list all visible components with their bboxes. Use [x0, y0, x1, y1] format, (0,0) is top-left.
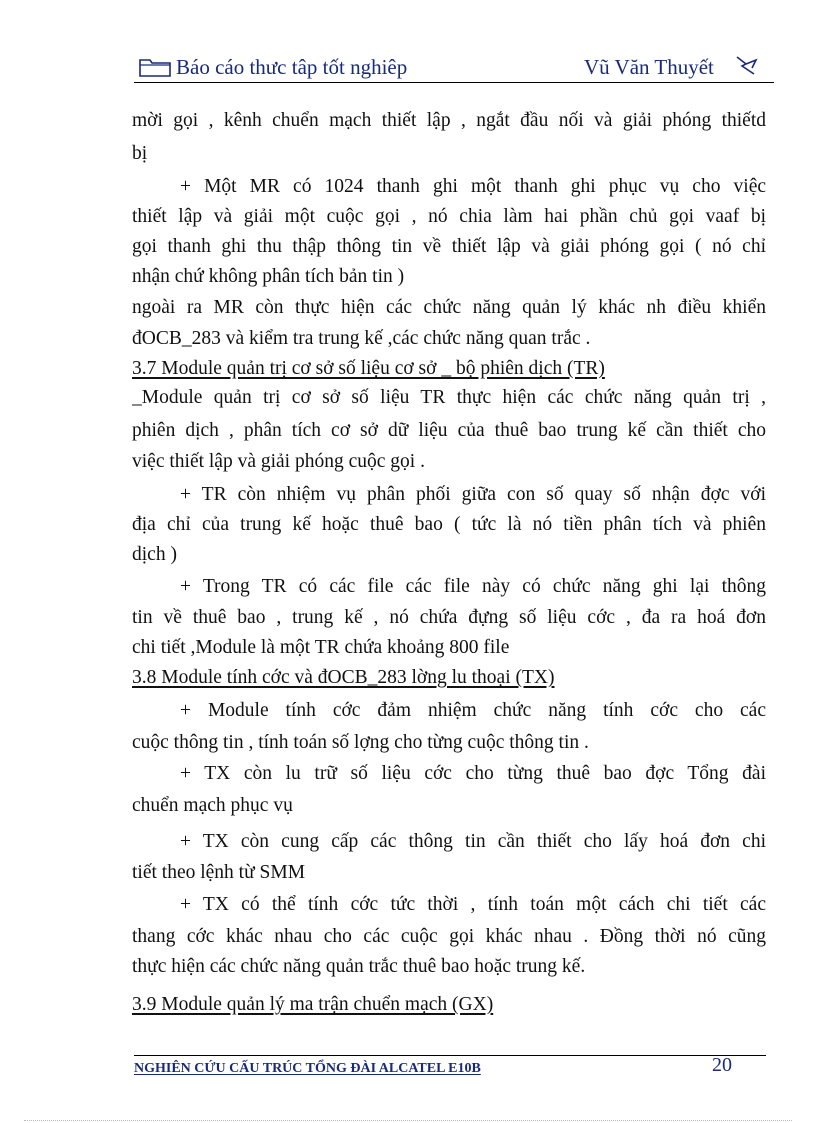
text-line: gọi thanh ghi thu thập thông tin về thiết lập và giải phóng gọi ( nó chỉ	[132, 236, 766, 257]
page-bottom-border	[24, 1120, 792, 1121]
text-line: thực hiện các chức năng quản trắc thuê bao hoặc trung kế.	[132, 956, 586, 977]
text-line: việc thiết lập và giải phóng cuộc gọi .	[132, 451, 425, 472]
folder-icon	[138, 56, 174, 78]
section-heading	[132, 990, 766, 1020]
header-title: Báo cáo thưc tâp tốt nghiêp	[176, 55, 408, 79]
text-line: địa chỉ của trung kế hoặc thuê bao ( tức là nó tiền phân tích và phiên	[132, 514, 766, 535]
page-number: 20	[712, 1054, 732, 1076]
footer-divider	[134, 1055, 766, 1056]
section-heading	[132, 663, 766, 693]
text-line: + Module tính cớc đảm nhiệm chức năng tính cớc cho các	[180, 700, 766, 721]
text-line: tin về thuê bao , trung kế , nó chứa đựng số liệu cớc , đa ra hoá đơn	[132, 607, 766, 628]
text-line: + TX còn lu trữ số liệu cớc cho từng thuê bao đợc Tổng đài	[180, 763, 766, 784]
text-line: tiết theo lệnh từ SMM	[132, 862, 306, 883]
text-line: thiết lập và giải một cuộc gọi , nó chia làm hai phần chủ gọi vaaf bị	[132, 206, 766, 227]
text-line: phiên dịch , phân tích cơ sở dữ liệu của thuê bao trung kế cần thiết cho	[132, 420, 766, 441]
section-heading-text: 3.8 Module tính cớc và đOCB_283 lờng lu thoại (TX)	[132, 667, 555, 688]
text-line: nhận chứ không phân tích bản tin )	[132, 266, 405, 287]
text-line: + TX có thể tính cớc tức thời , tính toán một cách chi tiết các	[180, 894, 766, 915]
page-header	[134, 52, 774, 83]
text-line: thang cớc khác nhau cho các cuộc gọi khác nhau . Đồng thời nó cũng	[132, 926, 766, 947]
pointing-arrow-icon	[734, 54, 760, 78]
text-line: dịch )	[132, 544, 177, 565]
text-line: + TX còn cung cấp các thông tin cần thiết cho lấy hoá đơn chi	[180, 831, 766, 852]
text-line: + Trong TR có các file các file này có chức năng ghi lại thông	[180, 576, 766, 597]
text-line: mời gọi , kênh chuển mạch thiết lập , ngắt đầu nối và giải phóng thiếtd	[132, 110, 766, 131]
text-line: bị	[132, 143, 148, 164]
text-line: đOCB_283 và kiểm tra trung kế ,các chức năng quan trắc .	[132, 328, 591, 349]
text-line: + TR còn nhiệm vụ phân phối giữa con số quay số nhận đợc với	[180, 484, 766, 505]
text-line: cuộc thông tin , tính toán số lợng cho từng cuộc thông tin .	[132, 732, 589, 753]
text-line: chi tiết ,Module là một TR chứa khoảng 800 file	[132, 637, 510, 658]
section-heading-text: 3.7 Module quản trị cơ sở số liệu cơ sở _ bộ phiên dịch (TR)	[132, 358, 605, 379]
header-author: Vũ Văn Thuyết	[584, 55, 714, 79]
text-line: chuển mạch phục vụ	[132, 795, 293, 816]
text-line: + Một MR có 1024 thanh ghi một thanh ghi phục vụ cho việc	[180, 176, 766, 197]
section-heading	[132, 354, 766, 384]
text-line: ngoài ra MR còn thực hiện các chức năng quản lý khác nh điều khiển	[132, 297, 766, 318]
footer-title: NGHIÊN CỨU CẤU TRÚC TỔNG ĐÀI ALCATEL E10B	[134, 1061, 481, 1076]
text-line: _Module quản trị cơ sở số liệu TR thực hiện các chức năng quản trị ,	[132, 387, 766, 408]
section-heading-text: 3.9 Module quản lý ma trận chuển mạch (GX)	[132, 994, 494, 1015]
